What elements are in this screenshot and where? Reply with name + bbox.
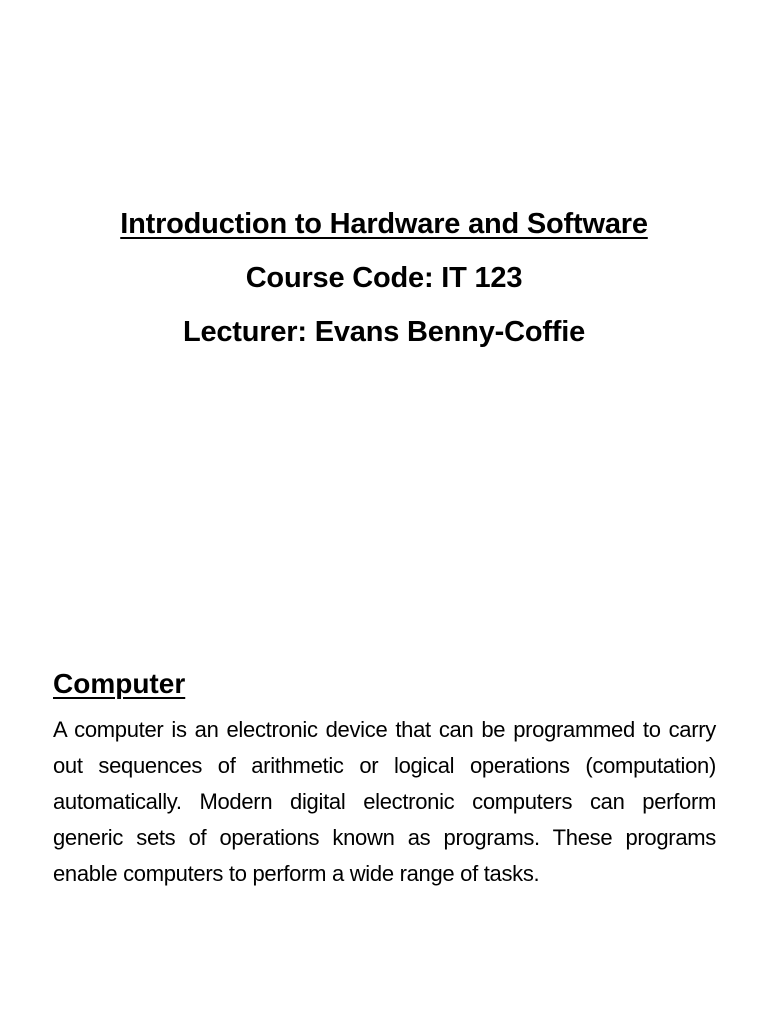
document-title: Introduction to Hardware and Software [120, 208, 648, 240]
lecturer-name: Lecturer: Evans Benny-Coffie [182, 316, 586, 348]
section-paragraph: A computer is an electronic device that can be programmed to carry out sequences of arithmetic or logical operations (computation) automatically. Modern digital electronic computers can perform generic sets of operations known as programs. These programs enable computers to perform a wide range of tasks. [53, 717, 716, 886]
section-heading: Computer [53, 668, 186, 699]
computer-section [53, 664, 716, 892]
course-code: Course Code: IT 123 [245, 262, 523, 294]
title-block [0, 206, 768, 350]
